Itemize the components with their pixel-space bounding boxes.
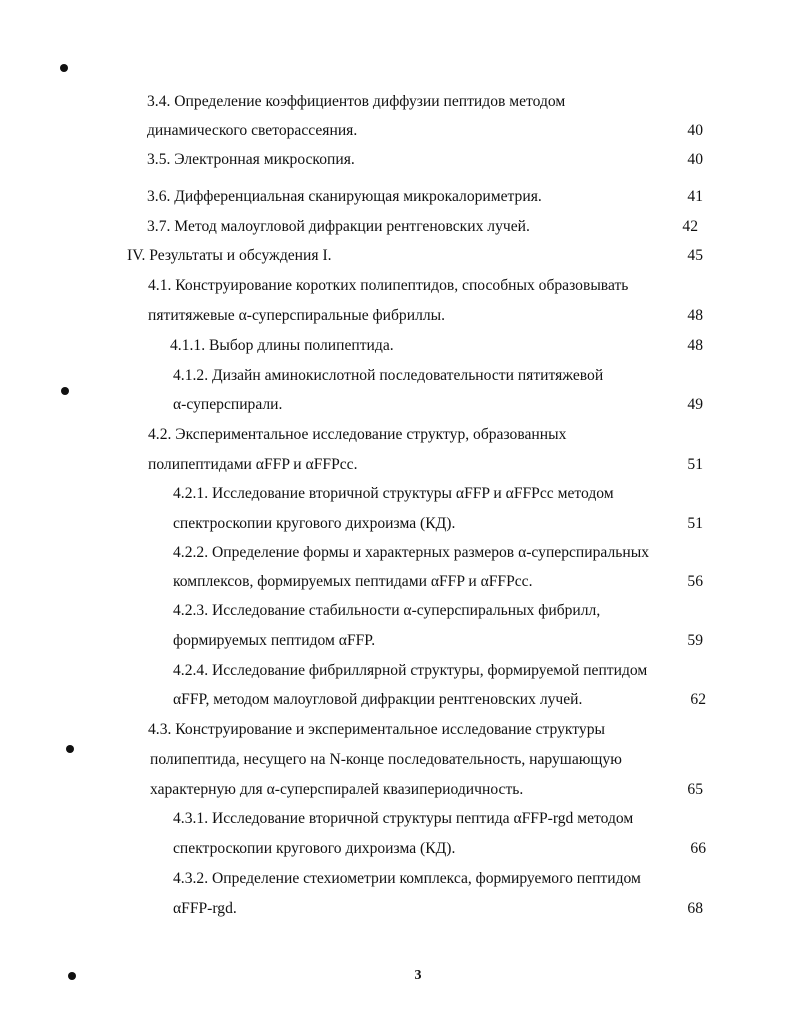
toc-page-number: 40 bbox=[687, 122, 703, 139]
toc-page-number: 48 bbox=[687, 307, 703, 324]
toc-line bbox=[0, 897, 796, 921]
toc-entry-text: 4.2.2. Определение формы и характерных размеров α-суперспиральных bbox=[173, 544, 649, 561]
toc-line bbox=[0, 512, 796, 536]
toc-line bbox=[0, 718, 796, 742]
toc-line bbox=[0, 541, 796, 565]
punch-hole-dot bbox=[60, 64, 68, 72]
toc-line bbox=[0, 148, 796, 172]
toc-line bbox=[0, 688, 796, 712]
toc-entry-text: 4.1.1. Выбор длины полипептида. bbox=[170, 337, 394, 354]
toc-entry-text: полипептида, несущего на N-конце последовательность, нарушающую bbox=[150, 751, 622, 768]
toc-line bbox=[0, 837, 796, 861]
toc-line bbox=[0, 629, 796, 653]
toc-line bbox=[0, 807, 796, 831]
toc-entry-text: динамического светорассеяния. bbox=[147, 122, 358, 139]
toc-entry-text: IV. Результаты и обсуждения I. bbox=[127, 247, 332, 264]
toc-page-number: 42 bbox=[682, 218, 698, 235]
toc-page-number: 51 bbox=[687, 456, 703, 473]
toc-line bbox=[0, 215, 796, 239]
toc-entry-text: 3.7. Метод малоугловой дифракции рентгеновских лучей. bbox=[147, 218, 530, 235]
toc-entry-text: α-суперспирали. bbox=[173, 396, 283, 413]
toc-entry-text: 4.3.2. Определение стехиометрии комплекса, формируемого пептидом bbox=[173, 870, 641, 887]
toc-page-number: 41 bbox=[687, 188, 703, 205]
toc-entry-text: 4.2.1. Исследование вторичной структуры αFFP и αFFPcc методом bbox=[173, 485, 614, 502]
toc-entry-text: характерную для α-суперспиралей квазипериодичность. bbox=[150, 781, 524, 798]
toc-entry-text: полипептидами αFFP и αFFPcc. bbox=[148, 456, 358, 473]
toc-entry-text: 3.5. Электронная микроскопия. bbox=[147, 151, 355, 168]
toc-entry-text: 4.2.3. Исследование стабильности α-суперспиральных фибрилл, bbox=[173, 602, 601, 619]
toc-entry-text: спектроскопии кругового дихроизма (КД). bbox=[173, 840, 456, 857]
toc-page-number: 68 bbox=[687, 900, 703, 917]
toc-line bbox=[0, 778, 796, 802]
toc-entry-text: 4.2.4. Исследование фибриллярной структуры, формируемой пептидом bbox=[173, 662, 648, 679]
toc-line bbox=[0, 185, 796, 209]
toc-line bbox=[0, 659, 796, 683]
toc-line bbox=[0, 274, 796, 298]
toc-line bbox=[0, 453, 796, 477]
toc-page-number: 66 bbox=[690, 840, 706, 857]
toc-line bbox=[0, 90, 796, 114]
toc-entry-text: 4.1.2. Дизайн аминокислотной последовательности пятитяжевой bbox=[173, 367, 604, 384]
toc-page-number: 45 bbox=[687, 247, 703, 264]
toc-line bbox=[0, 304, 796, 328]
toc-line bbox=[0, 423, 796, 447]
toc-entry-text: спектроскопии кругового дихроизма (КД). bbox=[173, 515, 456, 532]
toc-entry-text: 3.4. Определение коэффициентов диффузии пептидов методом bbox=[147, 93, 566, 110]
toc-page-number: 65 bbox=[687, 781, 703, 798]
toc-entry-text: 4.2. Экспериментальное исследование структур, образованных bbox=[148, 426, 567, 443]
toc-line bbox=[0, 244, 796, 268]
toc-entry-text: 3.6. Дифференциальная сканирующая микрокалориметрия. bbox=[147, 188, 542, 205]
toc-line bbox=[0, 119, 796, 143]
toc-page-number: 49 bbox=[687, 396, 703, 413]
toc-entry-text: комплексов, формируемых пептидами αFFP и αFFPcc. bbox=[173, 573, 533, 590]
toc-line bbox=[0, 867, 796, 891]
toc-entry-text: пятитяжевые α-суперспиральные фибриллы. bbox=[148, 307, 446, 324]
footer-page-number: 3 bbox=[414, 968, 422, 983]
toc-entry-text: формируемых пептидом αFFP. bbox=[173, 632, 376, 649]
toc-page-number: 59 bbox=[687, 632, 703, 649]
toc-entry-text: 4.3.1. Исследование вторичной структуры пептида αFFP-rgd методом bbox=[173, 810, 634, 827]
toc-line bbox=[0, 599, 796, 623]
toc-line bbox=[0, 748, 796, 772]
toc-page-number: 48 bbox=[687, 337, 703, 354]
toc-page-number: 40 bbox=[687, 151, 703, 168]
toc-page-number: 62 bbox=[690, 691, 706, 708]
toc-entry-text: 4.1. Конструирование коротких полипептидов, способных образовывать bbox=[148, 277, 629, 294]
toc-entry-text: αFFP-rgd. bbox=[173, 900, 237, 917]
toc-line bbox=[0, 570, 796, 594]
toc-page-number: 56 bbox=[687, 573, 703, 590]
toc-entry-text: αFFP, методом малоугловой дифракции рентгеновских лучей. bbox=[173, 691, 583, 708]
toc-entry-text: 4.3. Конструирование и экспериментальное исследование структуры bbox=[148, 721, 605, 738]
toc-page-number: 51 bbox=[687, 515, 703, 532]
toc-line bbox=[0, 364, 796, 388]
toc-line bbox=[0, 482, 796, 506]
toc-line bbox=[0, 334, 796, 358]
toc-line bbox=[0, 393, 796, 417]
